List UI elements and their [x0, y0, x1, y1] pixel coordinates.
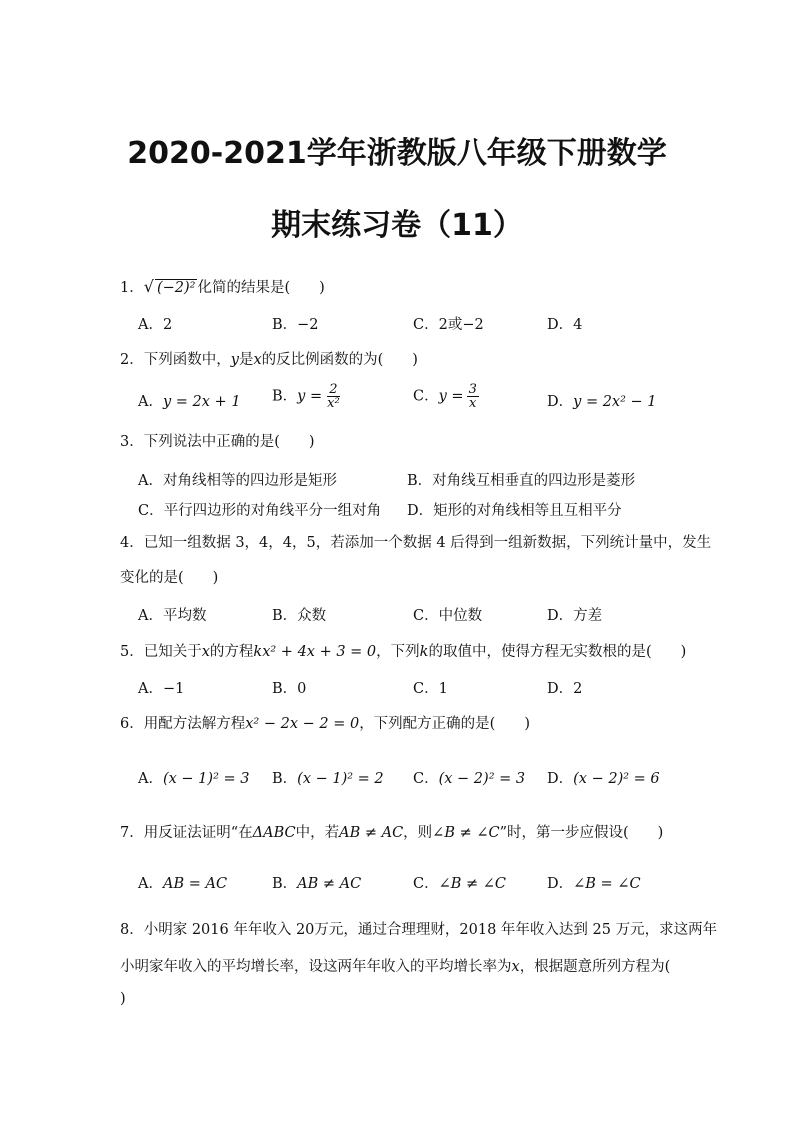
q2-var-y: y: [230, 352, 239, 368]
q1-option-a: A．2: [138, 317, 173, 333]
q6-option-c-expr: (x − 2)² = 3: [438, 771, 526, 787]
q2-option-a-label: A．: [138, 394, 163, 410]
question-4-line-1: 4．已知一组数据 3，4，4，5，若添加一个数据 4 后得到一组新数据，下列统计量中，发生: [120, 535, 712, 551]
q7-option-a-expr: AB = AC: [162, 876, 228, 892]
q7-option-c-label: C．: [413, 876, 439, 892]
question-3: 3．下列说法中正确的是( ): [120, 434, 315, 450]
q2-text-a: 2．下列函数中，: [120, 352, 231, 368]
q6-option-b-expr: (x − 1)² = 2: [297, 771, 384, 787]
q7-option-d-expr: ∠B = ∠C: [573, 876, 641, 892]
q2-option-c: [413, 383, 479, 410]
q3-option-d: D．矩形的对角线相等且互相平分: [407, 503, 622, 519]
sqrt-symbol: √: [143, 277, 154, 296]
q2-text-b: 是: [238, 352, 254, 368]
q6-option-d: [547, 767, 660, 788]
q2-option-a: [138, 390, 241, 411]
q5-text-c: ，下列: [376, 644, 420, 660]
q7-text-a: 7．用反证法证明“在: [120, 825, 253, 841]
q4-option-b: B．众数: [272, 608, 327, 624]
q2-option-a-expr: y = 2x + 1: [162, 394, 241, 410]
q7-option-b-label: B．: [272, 876, 298, 892]
question-8-line-3: ): [120, 991, 126, 1007]
question-8-line-2: [120, 955, 670, 976]
q6-option-a-expr: (x − 1)² = 3: [162, 771, 250, 787]
q2-option-b: [272, 383, 342, 410]
q7-option-c: [413, 872, 506, 893]
q7-triangle: ΔABC: [252, 825, 296, 841]
q5-option-c: C．1: [413, 681, 448, 697]
q6-option-d-label: D．: [547, 771, 574, 787]
q7-option-b: [272, 872, 361, 893]
q2-var-x: x: [253, 352, 262, 368]
q8-text-b: ，根据题意所列方程为(: [519, 959, 671, 975]
q7-condition-1: AB ≠ AC: [339, 825, 404, 841]
q7-option-c-expr: ∠B ≠ ∠C: [438, 876, 507, 892]
q2-option-c-denominator: x: [469, 396, 477, 411]
q1-text: 化简的结果是( ): [197, 280, 325, 296]
q2-option-c-numerator: 3: [468, 382, 477, 397]
q7-text-c: ，则: [403, 825, 433, 841]
question-1: [120, 276, 325, 297]
q1-option-b: B．−2: [272, 317, 319, 333]
q2-option-d: [547, 390, 657, 411]
q2-option-b-numerator: 2: [329, 382, 338, 397]
question-2: [120, 348, 418, 369]
q5-option-a: A．−1: [138, 681, 185, 697]
question-7: [120, 821, 663, 842]
q5-var-k: k: [419, 644, 429, 660]
q1-number: 1．: [120, 280, 144, 296]
q4-option-c: C．中位数: [413, 608, 483, 624]
page-subtitle: 期末练习卷（11）: [271, 208, 523, 243]
q3-option-b: B．对角线互相垂直的四边形是菱形: [407, 473, 636, 489]
q1-radicand: (−2)²: [156, 280, 196, 296]
q2-option-d-expr: y = 2x² − 1: [573, 394, 657, 410]
q2-text-c: 的反比例函数的为( ): [261, 352, 418, 368]
page-title: 2020-2021学年浙教版八年级下册数学: [127, 136, 667, 171]
q4-option-d: D．方差: [547, 608, 603, 624]
q2-option-b-lhs: y =: [297, 388, 323, 405]
q5-text-b: 的方程: [209, 644, 254, 660]
q5-option-d: D．2: [547, 681, 583, 697]
q6-option-c-label: C．: [413, 771, 439, 787]
q1-option-d: D．4: [547, 317, 583, 333]
q2-option-b-fraction: [325, 383, 342, 410]
q4-option-a: A．平均数: [138, 608, 207, 624]
q2-option-c-fraction: [467, 383, 479, 410]
question-6: [120, 712, 530, 733]
q6-option-b-label: B．: [272, 771, 298, 787]
q2-option-c-lhs: y =: [438, 388, 464, 405]
q7-text-d: ”时，第一步应假设( ): [499, 825, 664, 841]
q7-option-a: [138, 872, 227, 893]
q7-option-b-expr: AB ≠ AC: [297, 876, 362, 892]
q1-option-c: C．2或−2: [413, 317, 484, 333]
q7-text-b: 中，若: [295, 825, 340, 841]
q2-option-b-label: B．: [272, 388, 298, 405]
q8-var-x: x: [511, 959, 520, 975]
q6-equation: x² − 2x − 2 = 0: [245, 716, 360, 732]
q6-text-b: ，下列配方正确的是( ): [359, 716, 531, 732]
q6-option-d-expr: (x − 2)² = 6: [573, 771, 660, 787]
q3-option-c: C．平行四边形的对角线平分一组对角: [138, 503, 382, 519]
q6-option-a: [138, 767, 249, 788]
q7-condition-2: ∠B ≠ ∠C: [432, 825, 500, 841]
q6-option-c: [413, 767, 525, 788]
q5-option-b: B．0: [272, 681, 307, 697]
q2-option-d-label: D．: [547, 394, 574, 410]
q5-equation: kx² + 4x + 3 = 0: [253, 644, 377, 660]
q7-option-d-label: D．: [547, 876, 574, 892]
q6-option-a-label: A．: [138, 771, 163, 787]
q8-text-a: 小明家年收入的平均增长率，设这两年年收入的平均增长率为: [120, 959, 512, 975]
q7-option-a-label: A．: [138, 876, 163, 892]
q7-option-d: [547, 872, 641, 893]
q5-text-d: 的取值中，使得方程无实数根的是( ): [428, 644, 687, 660]
q5-var-x: x: [201, 644, 210, 660]
question-4-line-2: 变化的是( ): [120, 570, 219, 586]
question-5: [120, 640, 686, 661]
q6-text-a: 6．用配方法解方程: [120, 716, 246, 732]
q2-option-b-denominator: x²: [327, 396, 340, 411]
q3-option-a: A．对角线相等的四边形是矩形: [138, 473, 337, 489]
q5-text-a: 5．已知关于: [120, 644, 202, 660]
q6-option-b: [272, 767, 384, 788]
q2-option-c-label: C．: [413, 388, 439, 405]
question-8-line-1: 8．小明家 2016 年年收入 20万元，通过合理理财，2018 年年收入达到 25 万元，求这两年: [120, 922, 718, 938]
